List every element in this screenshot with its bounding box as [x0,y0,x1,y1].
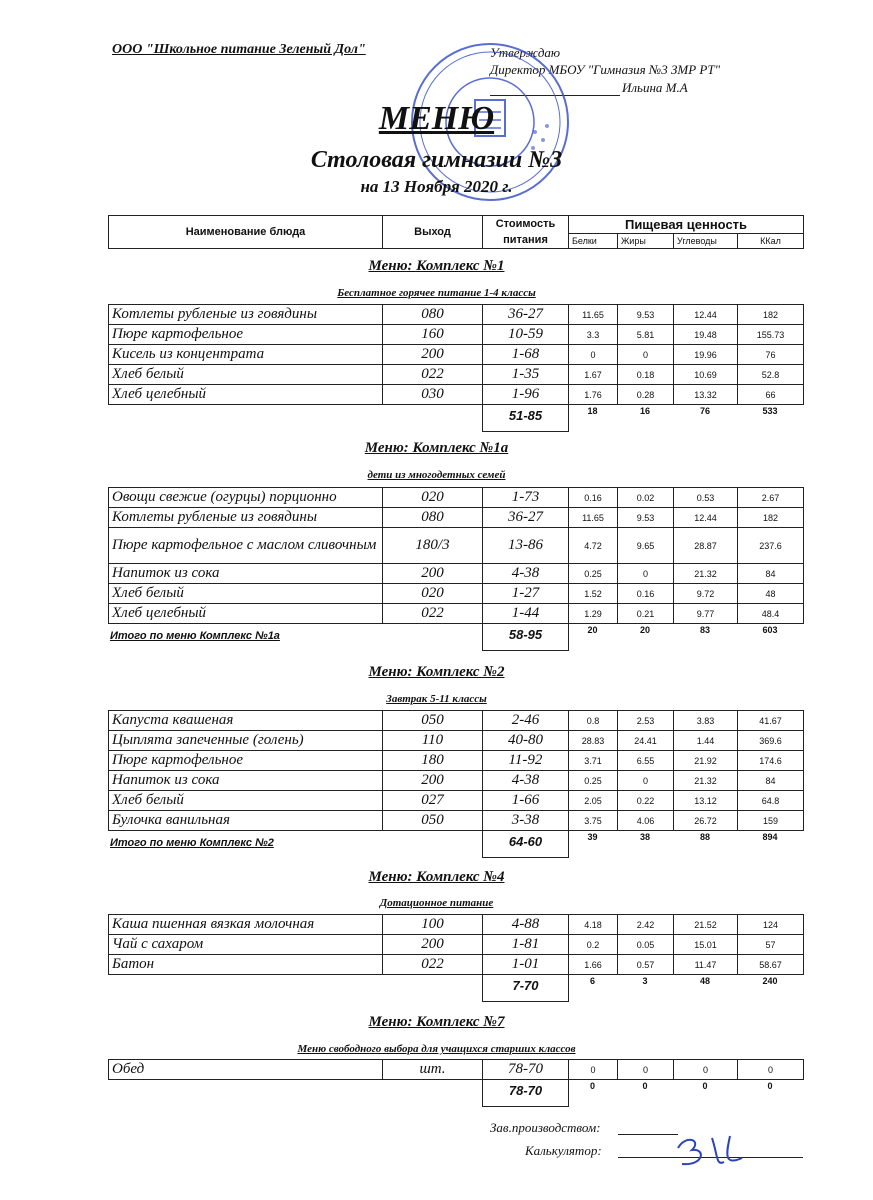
menu-row [109,791,804,811]
footer-production-label: Зав.производством: [490,1120,601,1135]
dish-carbs: 11.47 [674,955,738,975]
section-subtitle: Бесплатное горячее питание 1-4 классы [337,287,536,299]
dish-protein: 3.75 [569,811,618,831]
menu-row [109,325,804,345]
page-subtitle: Столовая гимназии №3 [310,147,563,173]
dish-name: Напиток из сока [109,771,383,791]
dish-carbs: 21.32 [674,564,738,584]
header-carbs: Углеводы [674,234,738,249]
dish-kcal: 57 [738,935,804,955]
dish-cost: 36-27 [483,305,569,325]
total-protein: 20 [587,625,598,635]
dish-output: 080 [383,508,483,528]
dish-protein: 0.25 [569,771,618,791]
menu-table [108,914,804,975]
menu-table [108,710,804,831]
dish-output: 027 [383,791,483,811]
menu-row [109,711,804,731]
dish-carbs: 21.32 [674,771,738,791]
approve-label: Утверждаю [490,45,561,60]
dish-carbs: 26.72 [674,811,738,831]
total-label: Итого по меню Комплекс №1а [110,630,280,642]
dish-name: Пюре картофельное с маслом сливочным [109,528,383,564]
dish-kcal: 48.4 [738,604,804,624]
dish-carbs: 10.69 [674,365,738,385]
dish-kcal: 66 [738,385,804,405]
header-fat: Жиры [618,234,674,249]
total-protein: 39 [587,832,598,842]
dish-protein: 1.76 [569,385,618,405]
total-fat: 3 [642,976,648,986]
menu-row [109,584,804,604]
dish-carbs: 19.48 [674,325,738,345]
page-title: МЕНЮ [378,100,495,137]
dish-cost: 1-96 [483,385,569,405]
header-name: Наименование блюда [109,216,383,249]
total-carbs: 0 [702,1081,708,1091]
menu-row [109,771,804,791]
dish-cost: 1-66 [483,791,569,811]
total-kcal: 894 [762,832,778,842]
total-cost: 58-95 [482,624,569,651]
dish-fat: 4.06 [618,811,674,831]
company-name: ООО "Школьное питание Зеленый Дол" [112,42,366,57]
dish-fat: 5.81 [618,325,674,345]
dish-cost: 1-68 [483,345,569,365]
director-title: Директор МБОУ "Гимназия №3 ЗМР РТ" [490,62,721,77]
dish-name: Пюре картофельное [109,325,383,345]
dish-cost: 40-80 [483,731,569,751]
menu-table [108,1059,804,1080]
dish-protein: 3.71 [569,751,618,771]
total-kcal: 240 [762,976,778,986]
dish-fat: 9.53 [618,508,674,528]
dish-protein: 4.72 [569,528,618,564]
dish-carbs: 1.44 [674,731,738,751]
menu-row [109,1060,804,1080]
dish-output: 180/3 [383,528,483,564]
total-cost: 51-85 [482,405,569,432]
section-title: Меню: Комплекс №4 [368,869,505,885]
dish-name: Хлеб целебный [109,604,383,624]
dish-name: Батон [109,955,383,975]
dish-output: 180 [383,751,483,771]
dish-carbs: 9.77 [674,604,738,624]
dish-cost: 2-46 [483,711,569,731]
dish-protein: 0 [569,345,618,365]
total-carbs: 76 [699,406,710,416]
dish-kcal: 84 [738,771,804,791]
dish-carbs: 28.87 [674,528,738,564]
menu-row [109,955,804,975]
dish-cost: 4-38 [483,771,569,791]
dish-fat: 0.16 [618,584,674,604]
dish-kcal: 58.67 [738,955,804,975]
dish-protein: 11.65 [569,305,618,325]
dish-cost: 1-27 [483,584,569,604]
dish-kcal: 41.67 [738,711,804,731]
dish-protein: 28.83 [569,731,618,751]
dish-carbs: 15.01 [674,935,738,955]
dish-carbs: 21.52 [674,915,738,935]
section-subtitle: Меню свободного выбора для учащихся старших классов [297,1043,576,1055]
dish-output: 200 [383,564,483,584]
dish-output: 160 [383,325,483,345]
dish-fat: 0.02 [618,488,674,508]
column-header [108,215,804,249]
dish-fat: 2.53 [618,711,674,731]
dish-fat: 24.41 [618,731,674,751]
dish-fat: 9.65 [618,528,674,564]
total-fat: 38 [639,832,650,842]
header-protein: Белки [569,234,618,249]
dish-protein: 0.25 [569,564,618,584]
menu-row [109,731,804,751]
menu-row [109,385,804,405]
dish-cost: 4-38 [483,564,569,584]
section-subtitle: дети из многодетных семей [367,469,506,481]
dish-protein: 0.16 [569,488,618,508]
menu-row [109,915,804,935]
dish-fat: 0 [618,345,674,365]
dish-protein: 1.29 [569,604,618,624]
dish-kcal: 0 [738,1060,804,1080]
dish-protein: 1.66 [569,955,618,975]
dish-kcal: 174.6 [738,751,804,771]
dish-name: Кисель из концентрата [109,345,383,365]
header-cost: Стоимость питания [483,216,569,249]
section-subtitle: Завтрак 5-11 классы [386,693,487,705]
dish-output: 110 [383,731,483,751]
dish-fat: 9.53 [618,305,674,325]
dish-output: 080 [383,305,483,325]
dish-carbs: 0.53 [674,488,738,508]
dish-fat: 0 [618,771,674,791]
menu-row [109,345,804,365]
total-protein: 18 [587,406,598,416]
menu-row [109,604,804,624]
dish-protein: 3.3 [569,325,618,345]
dish-name: Хлеб белый [109,791,383,811]
total-protein: 6 [589,976,595,986]
dish-fat: 6.55 [618,751,674,771]
footer-production-line [618,1134,678,1135]
menu-row [109,528,804,564]
dish-name: Каша пшенная вязкая молочная [109,915,383,935]
dish-fat: 0 [618,1060,674,1080]
dish-fat: 0.28 [618,385,674,405]
menu-row [109,751,804,771]
footer-calculator-label: Калькулятор: [525,1143,602,1158]
total-fat: 0 [642,1081,648,1091]
dish-fat: 0.18 [618,365,674,385]
dish-output: 020 [383,488,483,508]
calculator-signature [672,1128,752,1173]
dish-cost: 78-70 [483,1060,569,1080]
dish-output: 200 [383,935,483,955]
dish-output: 022 [383,955,483,975]
dish-protein: 1.67 [569,365,618,385]
total-kcal: 603 [762,625,778,635]
dish-name: Котлеты рубленые из говядины [109,508,383,528]
total-cost: 7-70 [482,975,569,1002]
dish-protein: 4.18 [569,915,618,935]
dish-output: 050 [383,711,483,731]
total-carbs: 83 [699,625,710,635]
dish-fat: 0 [618,564,674,584]
dish-cost: 10-59 [483,325,569,345]
dish-cost: 1-35 [483,365,569,385]
section-subtitle: Дотационное питание [379,897,494,909]
dish-output: 030 [383,385,483,405]
dish-output: 050 [383,811,483,831]
total-carbs: 88 [699,832,710,842]
dish-cost: 1-73 [483,488,569,508]
menu-row [109,811,804,831]
dish-name: Капуста квашеная [109,711,383,731]
dish-kcal: 237.6 [738,528,804,564]
header-nutrition: Пищевая ценность [569,216,804,234]
dish-kcal: 182 [738,508,804,528]
dish-kcal: 52.8 [738,365,804,385]
dish-protein: 1.52 [569,584,618,604]
dish-protein: 0.8 [569,711,618,731]
dish-carbs: 21.92 [674,751,738,771]
section-title: Меню: Комплекс №7 [368,1014,505,1030]
total-protein: 0 [589,1081,595,1091]
dish-name: Цыплята запеченные (голень) [109,731,383,751]
menu-row [109,365,804,385]
menu-row [109,564,804,584]
dish-name: Овощи свежие (огурцы) порционно [109,488,383,508]
dish-carbs: 9.72 [674,584,738,604]
dish-name: Хлеб целебный [109,385,383,405]
dish-output: 020 [383,584,483,604]
page-date: на 13 Ноября 2020 г. [360,177,513,196]
total-kcal: 533 [762,406,778,416]
dish-kcal: 369.6 [738,731,804,751]
total-cost: 64-60 [482,831,569,858]
dish-protein: 2.05 [569,791,618,811]
dish-protein: 0 [569,1060,618,1080]
dish-cost: 13-86 [483,528,569,564]
dish-kcal: 2.67 [738,488,804,508]
dish-cost: 11-92 [483,751,569,771]
dish-carbs: 13.12 [674,791,738,811]
dish-protein: 0.2 [569,935,618,955]
dish-cost: 1-01 [483,955,569,975]
dish-kcal: 84 [738,564,804,584]
menu-row [109,935,804,955]
dish-kcal: 48 [738,584,804,604]
dish-fat: 0.22 [618,791,674,811]
dish-cost: 4-88 [483,915,569,935]
director-name: Ильина М.А [622,80,688,95]
header-out: Выход [383,216,483,249]
dish-output: 200 [383,345,483,365]
dish-carbs: 12.44 [674,305,738,325]
dish-carbs: 12.44 [674,508,738,528]
dish-cost: 3-38 [483,811,569,831]
dish-carbs: 13.32 [674,385,738,405]
dish-carbs: 3.83 [674,711,738,731]
total-carbs: 48 [699,976,710,986]
dish-kcal: 155.73 [738,325,804,345]
dish-output: 100 [383,915,483,935]
dish-output: 200 [383,771,483,791]
dish-carbs: 0 [674,1060,738,1080]
total-fat: 20 [639,625,650,635]
dish-cost: 1-44 [483,604,569,624]
menu-table [108,487,804,624]
dish-fat: 2.42 [618,915,674,935]
dish-kcal: 64.8 [738,791,804,811]
dish-name: Котлеты рубленые из говядины [109,305,383,325]
dish-kcal: 124 [738,915,804,935]
section-title: Меню: Комплекс №2 [368,664,505,680]
dish-kcal: 76 [738,345,804,365]
dish-output: 022 [383,604,483,624]
header-kcal: ККал [738,234,804,249]
dish-protein: 11.65 [569,508,618,528]
dish-fat: 0.57 [618,955,674,975]
dish-output: шт. [383,1060,483,1080]
menu-table [108,304,804,405]
dish-cost: 1-81 [483,935,569,955]
dish-carbs: 19.96 [674,345,738,365]
dish-name: Обед [109,1060,383,1080]
dish-name: Пюре картофельное [109,751,383,771]
dish-name: Чай с сахаром [109,935,383,955]
section-title: Меню: Комплекс №1а [364,440,509,456]
dish-kcal: 159 [738,811,804,831]
dish-name: Напиток из сока [109,564,383,584]
dish-fat: 0.21 [618,604,674,624]
total-fat: 16 [639,406,650,416]
dish-name: Хлеб белый [109,584,383,604]
menu-row [109,488,804,508]
total-cost: 78-70 [482,1080,569,1107]
total-label: Итого по меню Комплекс №2 [110,837,274,849]
section-title: Меню: Комплекс №1 [368,258,505,274]
total-kcal: 0 [767,1081,773,1091]
dish-name: Булочка ванильная [109,811,383,831]
menu-row [109,305,804,325]
dish-cost: 36-27 [483,508,569,528]
menu-row [109,508,804,528]
dish-name: Хлеб белый [109,365,383,385]
dish-kcal: 182 [738,305,804,325]
dish-output: 022 [383,365,483,385]
dish-fat: 0.05 [618,935,674,955]
